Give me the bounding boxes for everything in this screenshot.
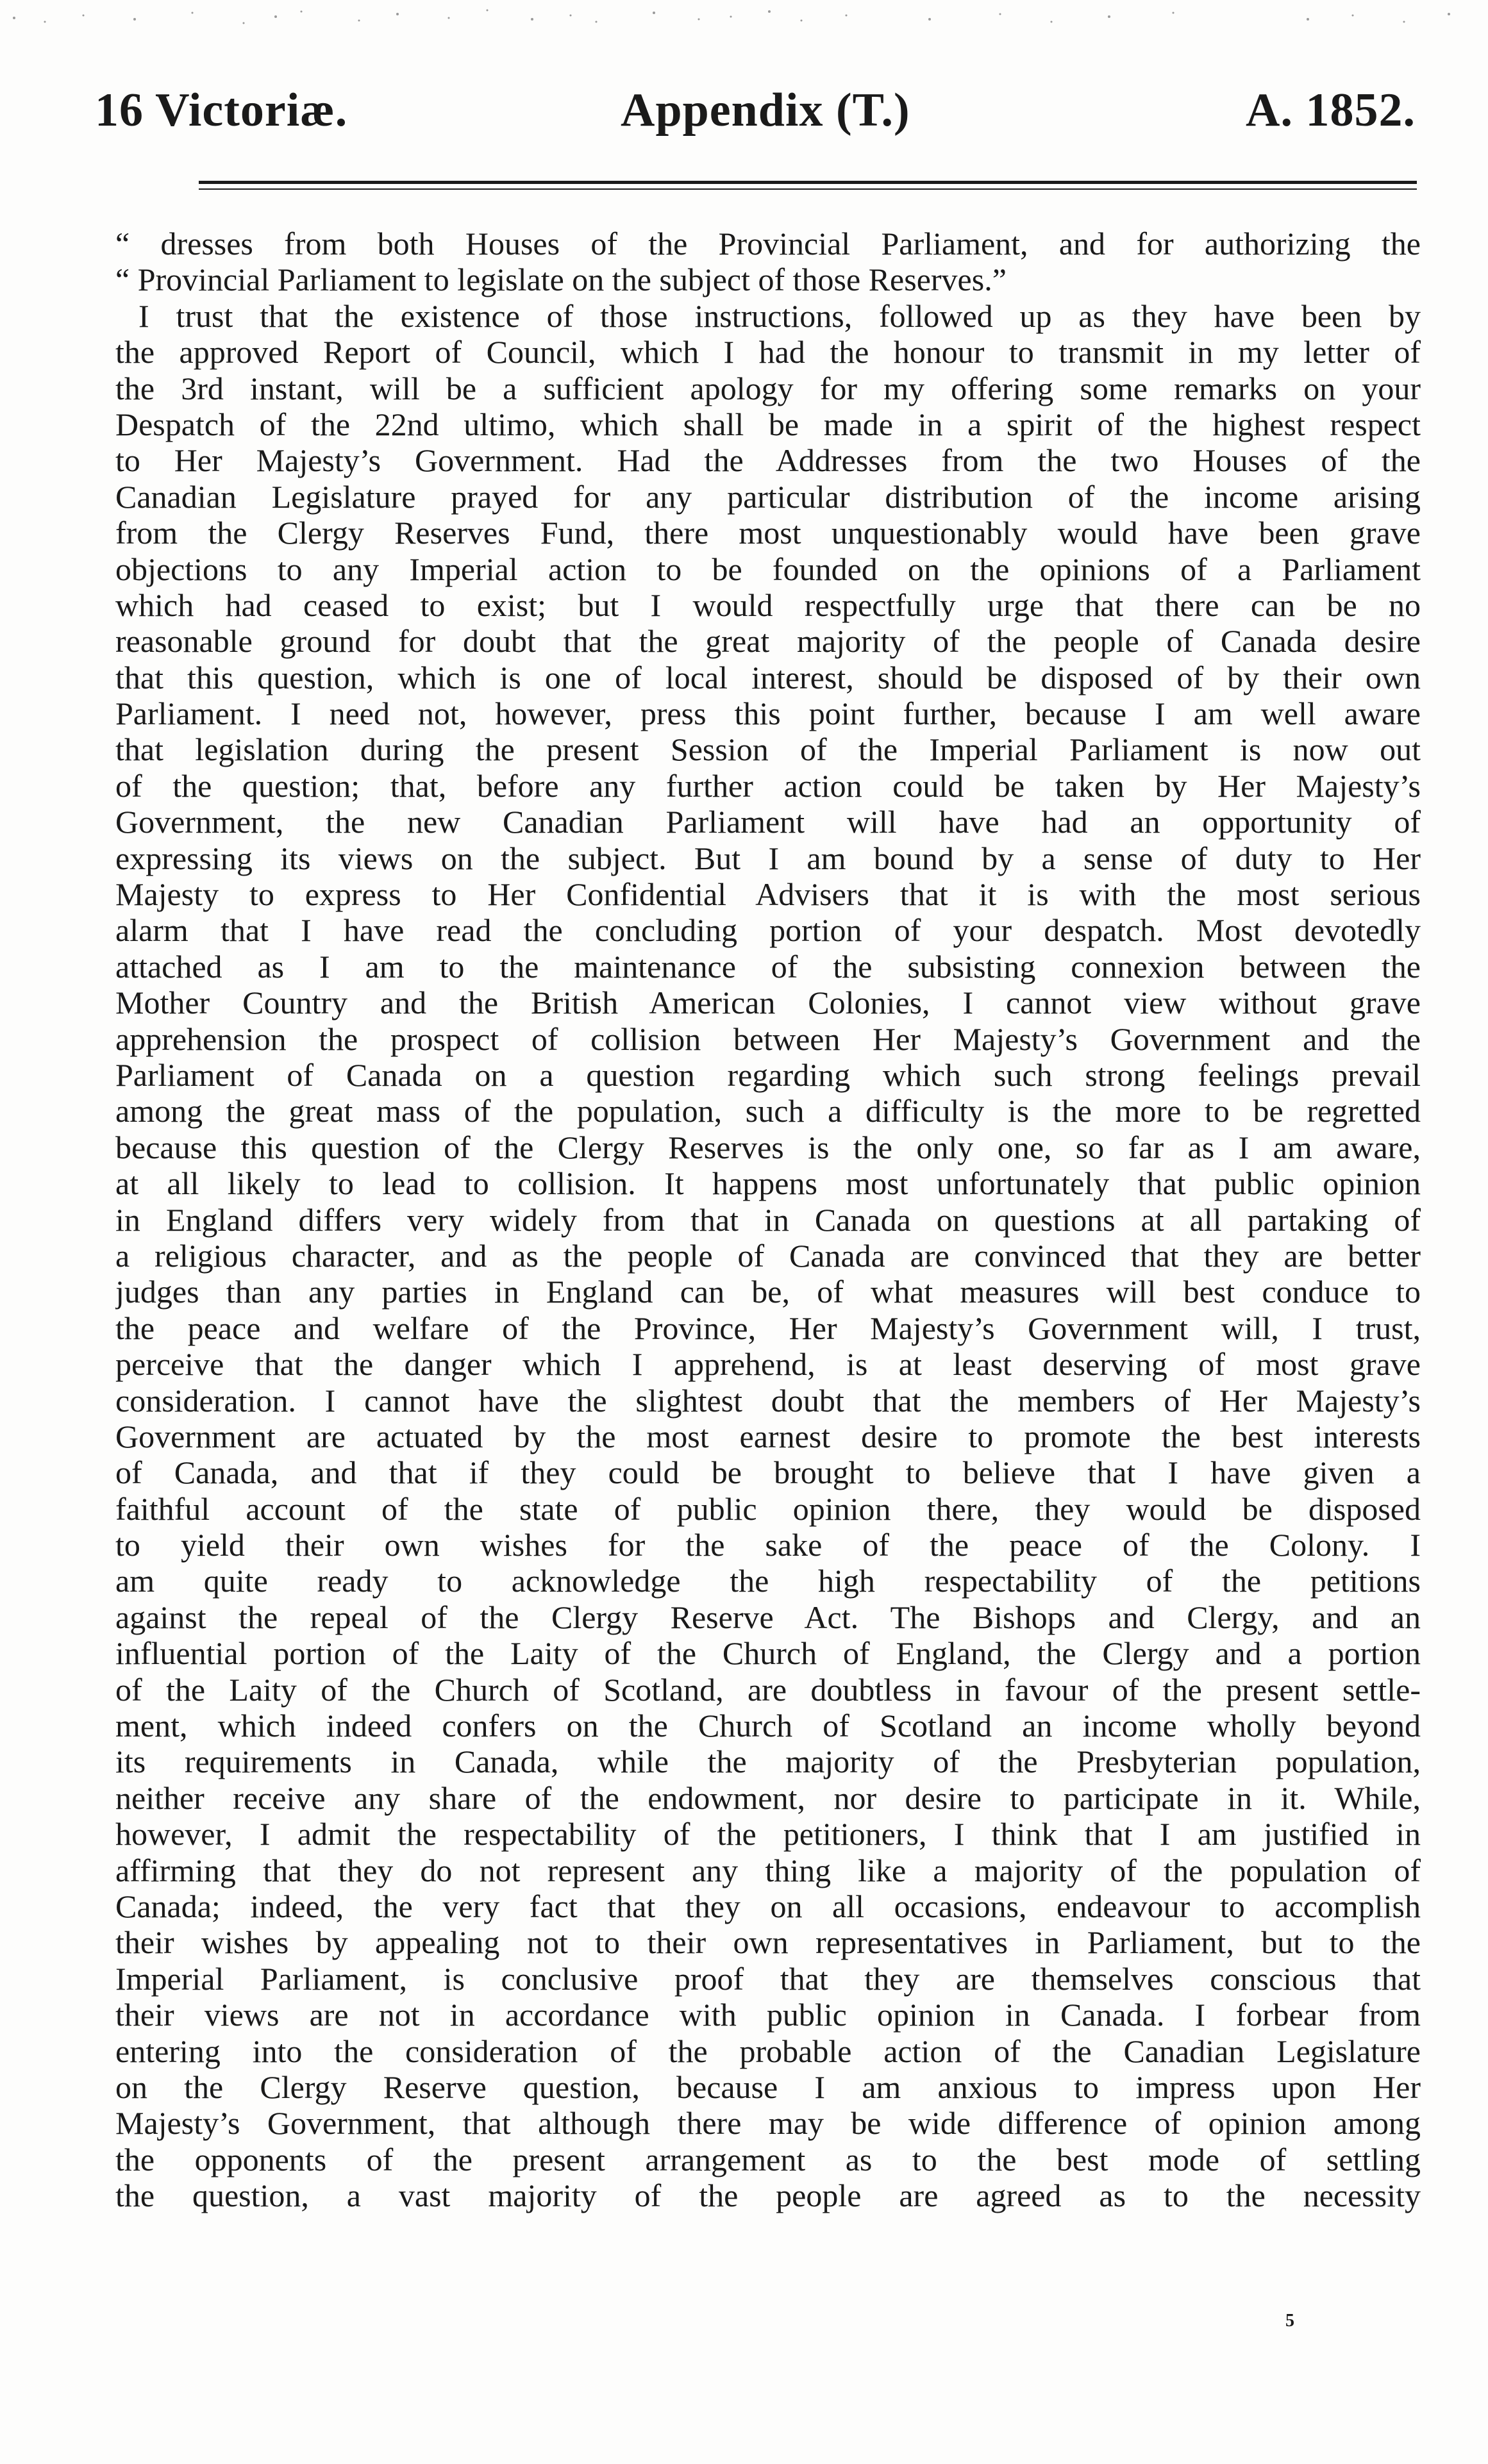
text-line: reasonable ground for doubt that the great majority of the people of Canada desire — [115, 623, 1421, 660]
text-line: apprehension the prospect of collision between Her Majesty’s Government and the — [115, 1020, 1421, 1057]
text-line: because this question of the Clergy Reserves is the only one, so far as I am aware, — [115, 1129, 1421, 1165]
text-line: their views are not in accordance with public opinion in Canada. I forbear from — [115, 1997, 1421, 2033]
text-line: however, I admit the respectability of the petitioners, I think that I am justified in — [115, 1816, 1421, 1852]
text-line: Despatch of the 22nd ultimo, which shall be made in a spirit of the highest respect — [115, 406, 1421, 442]
text-line: Government, the new Canadian Parliament will have had an opportunity of — [115, 804, 1421, 840]
text-line: am quite ready to acknowledge the high respectability of the petitions — [115, 1563, 1421, 1599]
text-line: of the question; that, before any further action could be taken by Her Majesty’s — [115, 767, 1421, 804]
text-line: affirming that they do not represent any thing like a majority of the population of — [115, 1852, 1421, 1888]
text-line: the 3rd instant, will be a sufficient apology for my offering some remarks on your — [115, 370, 1421, 406]
text-line: Canadian Legislature prayed for any particular distribution of the income arising — [115, 478, 1421, 515]
header-rule-thick — [199, 181, 1417, 184]
text-line: the opponents of the present arrangement as to the best mode of settling — [115, 2141, 1421, 2177]
header-year: A. 1852. — [1246, 84, 1416, 137]
text-line: Majesty’s Government, that although there may be wide difference of opinion among — [115, 2105, 1421, 2142]
text-line: a religious character, and as the people of Canada are convinced that they are better — [115, 1237, 1421, 1274]
page-number: 5 — [1285, 2311, 1294, 2331]
text-line: alarm that I have read the concluding portion of your despatch. Most devotedly — [115, 912, 1421, 949]
text-line: of Canada, and that if they could be brought to believe that I have given a — [115, 1454, 1421, 1491]
text-line: expressing its views on the subject. But I am bound by a sense of duty to Her — [115, 840, 1421, 876]
text-line: to yield their own wishes for the sake of the peace of the Colony. I — [115, 1527, 1421, 1563]
text-line: to Her Majesty’s Government. Had the Addresses from the two Houses of the — [115, 442, 1421, 479]
text-line: “ Provincial Parliament to legislate on the subject of those Reserves.” — [115, 262, 1007, 298]
text-line: which had ceased to exist; but I would respectfully urge that there can be no — [115, 587, 1421, 623]
text-line: the peace and welfare of the Province, Her Majesty’s Government will, I trust, — [115, 1310, 1421, 1346]
text-line: Government are actuated by the most earnest desire to promote the best interests — [115, 1418, 1421, 1454]
text-line: against the repeal of the Clergy Reserve Act. The Bishops and Clergy, and an — [115, 1599, 1421, 1635]
text-line: on the Clergy Reserve question, because I am anxious to impress upon Her — [115, 2069, 1421, 2105]
text-line: faithful account of the state of public opinion there, they would be disposed — [115, 1490, 1421, 1527]
header-session: 16 Victoriæ. — [95, 84, 348, 137]
text-line: ment, which indeed confers on the Church of Scotland an income wholly beyond — [115, 1708, 1421, 1744]
running-header — [95, 83, 1416, 160]
text-line: in England differs very widely from that in Canada on questions at all partaking of — [115, 1201, 1421, 1238]
header-rule-thin — [199, 188, 1417, 190]
text-line: I trust that the existence of those instructions, followed up as they have been by — [138, 297, 1421, 334]
text-line: its requirements in Canada, while the majority of the Presbyterian population, — [115, 1744, 1421, 1780]
text-line: judges than any parties in England can be, of what measures will best conduce to — [115, 1274, 1421, 1310]
body-text — [115, 226, 1421, 2213]
text-line: from the Clergy Reserves Fund, there most unquestionably would have been grave — [115, 515, 1421, 551]
text-line: at all likely to lead to collision. It happens most unfortunately that public opinion — [115, 1165, 1421, 1202]
text-line: consideration. I cannot have the slightest doubt that the members of Her Majesty’s — [115, 1382, 1421, 1419]
text-line: Parliament. I need not, however, press this point further, because I am well aware — [115, 695, 1421, 732]
text-line: entering into the consideration of the probable action of the Canadian Legislature — [115, 2033, 1421, 2069]
text-line: that this question, which is one of local interest, should be disposed of by their own — [115, 659, 1421, 695]
text-line: of the Laity of the Church of Scotland, are doubtless in favour of the present settle- — [115, 1671, 1421, 1708]
text-line: objections to any Imperial action to be founded on the opinions of a Parliament — [115, 551, 1421, 587]
text-line: the approved Report of Council, which I had the honour to transmit in my letter of — [115, 334, 1421, 370]
text-line: their wishes by appealing not to their own representatives in Parliament, but to the — [115, 1924, 1421, 1961]
header-appendix: Appendix (T.) — [621, 84, 910, 137]
text-line: among the great mass of the population, such a difficulty is the more to be regretted — [115, 1093, 1421, 1129]
text-line: neither receive any share of the endowment, nor desire to participate in it. While, — [115, 1779, 1421, 1816]
text-line: Imperial Parliament, is conclusive proof that they are themselves conscious that — [115, 1960, 1421, 1997]
text-line: that legislation during the present Session of the Imperial Parliament is now out — [115, 731, 1421, 768]
text-line: “ dresses from both Houses of the Provincial Parliament, and for authorizing the — [115, 226, 1421, 262]
text-line: perceive that the danger which I apprehend, is at least deserving of most grave — [115, 1346, 1421, 1383]
text-line: Parliament of Canada on a question regarding which such strong feelings prevail — [115, 1056, 1421, 1093]
text-line: Majesty to express to Her Confidential Advisers that it is with the most serious — [115, 876, 1421, 913]
text-line: Mother Country and the British American Colonies, I cannot view without grave — [115, 985, 1421, 1021]
text-line: attached as I am to the maintenance of the subsisting connexion between the — [115, 948, 1421, 985]
text-line: influential portion of the Laity of the Church of England, the Clergy and a portion — [115, 1635, 1421, 1672]
text-line: the question, a vast majority of the people are agreed as to the necessity — [115, 2177, 1421, 2214]
text-line: Canada; indeed, the very fact that they on all occasions, endeavour to accomplish — [115, 1888, 1421, 1924]
scan-noise-specks — [0, 0, 1488, 38]
